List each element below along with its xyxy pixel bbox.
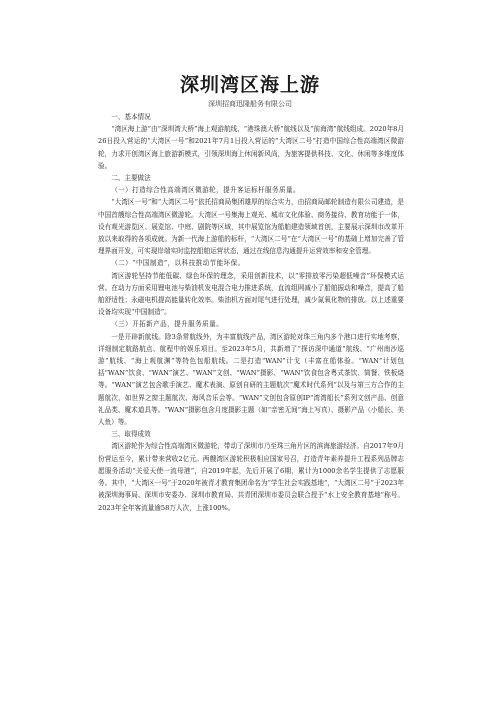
subsection-heading: （一）打造综合性高端湾区微游轮，提升客运标杆服务质量。	[111, 186, 301, 195]
subsection-heading: （三）开拓新产品，提升服务质量。	[111, 320, 224, 329]
document-title: 深圳湾区海上游	[179, 74, 320, 96]
paragraph: “大湾区一号”和“大湾区二号”依托招商局集团雄厚的综合实力，由招商局邮轮制造有限公司建造，是中国首艘综合性高端湾区微游轮。大湾区一号集海上观光、城市文化体验、商务接待、教育功能于一体，设有观光游览区、展览馆、中庭、剧院等区域，其中展览馆为船舶建造领域首创，主要展示深圳市改革开放以来取得的各项成就。为新一代海上游船的标杆，“大湾区二号”在“大湾区一号”的基础上增加完善了管理界面开发，可实现岸端实时监控船舶运营状态，通过在线信息沟通提升运营效率和安全管理。	[98, 198, 404, 256]
document-subtitle: 深圳招商迅隆船务有限公司	[208, 100, 292, 108]
subsection-heading: （二）“中国制造”，以科技推动节能环保。	[111, 259, 245, 268]
document-body	[98, 111, 404, 514]
paragraph: “湾区海上游”由“深圳湾大桥”海上观游航线、“港珠澳大桥”航线以及“前海湾”航线组成。2020年8月26日投入营运的“大湾区一号”和2021年7月1日投入营运的“大湾区二号”打造中国综合性高端湾区微游轮，力求开创湾区海上旅游新模式，引领深圳海上休闲新风尚，为旅客提供科技、文化、休闲等多维度体验。	[98, 125, 404, 170]
section-heading: 一、基本情况	[111, 113, 151, 121]
paragraph: 湾区游轮作为综合性高端湾区微游轮，带动了深圳市乃至珠三角片区的滨海旅游经济。自2017年9月份营运至今，累计带来营收2亿元。两艘湾区游轮积极相应国家号召，打造青年素养提升工程系列品牌志愿服务活动“关爱天使一流母港”，自2019年起，先后开展了6期，累计为1000余名学生提供了志愿服务。其中，“大湾区一号”于2020年被青才教育集团命名为“学生社会实践基地”，“大湾区二号”于2023年被深圳海事局、深圳市安委办、深圳市教育局、共青团深圳市委员会联合授予“水上安全教育基地”称号。2023年全年客流量逾58万人次，上涨100%。	[98, 442, 404, 512]
paragraph: 一是开辟新航线。除3条常航线外，为丰富航线产品，湾区游轮对珠三角内多个港口进行实地考察，详细制定航路航点、航程中的娱乐项目。至2023年5月，共新增了“探访深中通道”航线、“广州南沙巡游”航线、“海上观航渊”等特色包船航线。二是打造“WAN”计戈（丰富在船体验。“WAN”计划包括“WAN”饮食、“WAN”演艺、“WAN”文创、“WAN”摄影、“WAN”饮食包含粤式茶饮、简餐、铁板烧等。“WAN”演艺包含歌手演艺、魔术表演、原创自研的主题航次“魔术时代系列”以及与第三方合作的主题航次，如世界之窗主题航次、海风音乐会等。“WAN”文创包含原创IP“湾湾船长”系列文创产品、创意礼品类、魔术道具等。“WAN”摄影包含月度摄影主题（如“亲密无间”海上写真）、摄影产品（小船长、美人鱼）等。	[98, 332, 404, 427]
paragraph: 湾区游轮坚持节能低碳、绿色环保的理念，采用创新技术，以“零排放零污染超低噪音”环保模式运营。在动力方面采用锂电池与柴油机发电混合电力推进系统，直流组网减小了船舶振动和噪音，提高了船舶舒适性；永磁电机提高能量转化效率。柴油机方面对尾气进行处理，减少氮氧化物的排放。以上述重要设备均实现“中国制造”。	[98, 271, 404, 317]
section-heading: 二、主要做法	[111, 174, 151, 183]
section-heading: 三、取得成效	[111, 430, 151, 439]
